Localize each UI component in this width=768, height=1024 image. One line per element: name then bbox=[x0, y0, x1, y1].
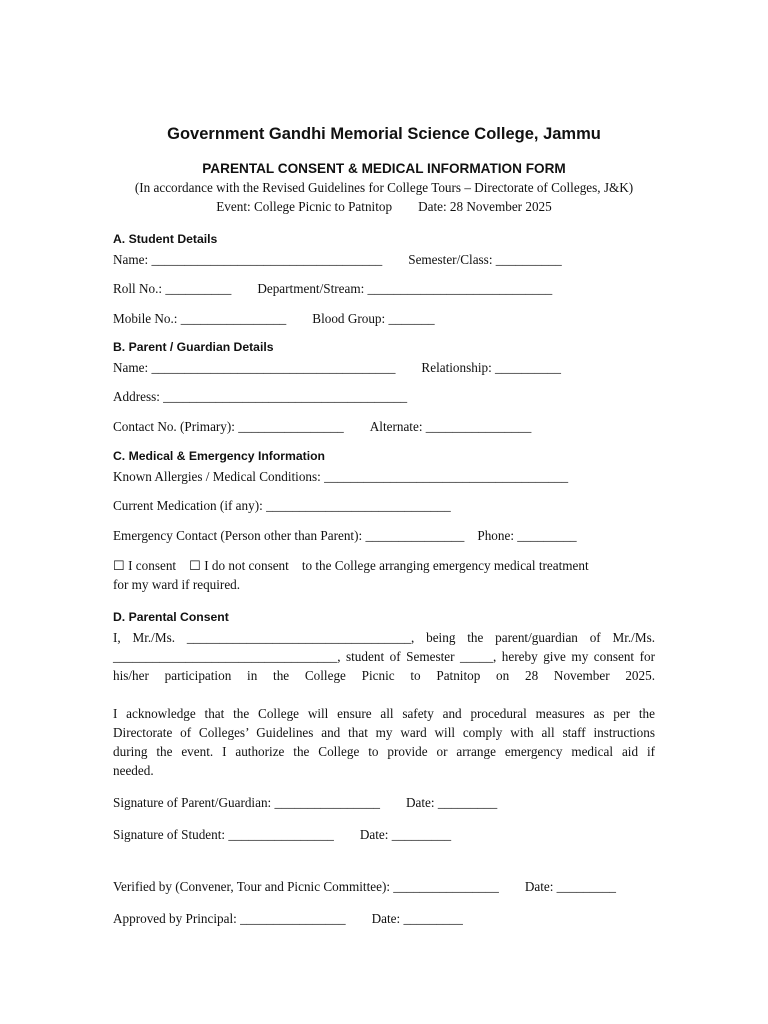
emergency-phone-field: Phone: _________ bbox=[477, 528, 577, 543]
primary-contact-field: Contact No. (Primary): ________________ bbox=[113, 419, 344, 434]
roll-no-field: Roll No.: __________ bbox=[113, 281, 232, 296]
verified-date: Date: _________ bbox=[524, 879, 617, 894]
section-student-heading: A. Student Details bbox=[113, 232, 218, 246]
consent-paragraph-1-line-3: his/her participation in the College Picnic to Patnitop on 28 November 2025. bbox=[113, 668, 655, 683]
event-line bbox=[0, 197, 768, 216]
medical-consent-text-continued: for my ward if required. bbox=[113, 577, 241, 592]
medical-consent-text: to the College arranging emergency medical treatment bbox=[301, 558, 589, 573]
event-date: Date: 28 November 2025 bbox=[418, 199, 552, 214]
parent-signature-field: Signature of Parent/Guardian: ________________ bbox=[113, 795, 381, 810]
student-name-row bbox=[113, 250, 655, 269]
student-signature-date: Date: _________ bbox=[359, 827, 452, 842]
student-roll-row bbox=[113, 279, 655, 298]
blood-group-field: Blood Group: _______ bbox=[312, 311, 435, 326]
allergies-field: Known Allergies / Medical Conditions: _____________________________________ bbox=[113, 469, 569, 484]
parent-contact-row bbox=[113, 417, 655, 436]
alternate-contact-field: Alternate: ________________ bbox=[369, 419, 532, 434]
student-mobile-row bbox=[113, 309, 655, 328]
student-signature-field: Signature of Student: ________________ bbox=[113, 827, 334, 842]
address-field: Address: _____________________________________ bbox=[113, 389, 408, 404]
parent-signature-row bbox=[113, 793, 655, 812]
department-field: Department/Stream: ____________________________ bbox=[257, 281, 553, 296]
consent-paragraph-1-line-2: __________________________________, student of Semester _____, hereby give my consent for bbox=[113, 649, 655, 664]
consent-paragraph-2-line-3: during the event. I authorize the College to provide or arrange emergency medical aid if bbox=[113, 744, 655, 759]
college-name: Government Gandhi Memorial Science College, Jammu bbox=[167, 125, 601, 143]
consent-paragraph-2-line-1: I acknowledge that the College will ensure all safety and procedural measures as per the bbox=[113, 706, 655, 721]
no-consent-checkbox[interactable]: ☐ I do not consent bbox=[189, 558, 289, 573]
medical-consent-row bbox=[113, 556, 655, 575]
mobile-no-field: Mobile No.: ________________ bbox=[113, 311, 287, 326]
medication-field: Current Medication (if any): ____________________________ bbox=[113, 498, 451, 513]
verified-by-field: Verified by (Convener, Tour and Picnic Committee): ________________ bbox=[113, 879, 499, 894]
relationship-field: Relationship: __________ bbox=[421, 360, 561, 375]
approved-date: Date: _________ bbox=[371, 911, 463, 926]
student-name-field: Name: ___________________________________ bbox=[113, 252, 383, 267]
section-consent-heading: D. Parental Consent bbox=[113, 610, 229, 624]
verified-row bbox=[113, 877, 655, 896]
consent-checkbox[interactable]: ☐ I consent bbox=[113, 558, 177, 573]
parent-signature-date: Date: _________ bbox=[406, 795, 498, 810]
consent-paragraph-2-line-4: needed. bbox=[113, 763, 154, 778]
student-signature-row bbox=[113, 825, 655, 844]
parent-name-field: Name: _____________________________________ bbox=[113, 360, 396, 375]
consent-paragraph-2-line-2: Directorate of Colleges’ Guidelines and that my ward will comply with all staff instructions bbox=[113, 725, 655, 740]
approved-row bbox=[113, 909, 655, 928]
section-parent-heading: B. Parent / Guardian Details bbox=[113, 340, 274, 354]
emergency-contact-row bbox=[113, 526, 655, 545]
event-name: Event: College Picnic to Patnitop bbox=[216, 199, 393, 214]
student-semester-field: Semester/Class: __________ bbox=[408, 252, 562, 267]
guideline-note: (In accordance with the Revised Guidelines for College Tours – Directorate of Colleges, J&K) bbox=[134, 180, 634, 195]
form-title: PARENTAL CONSENT & MEDICAL INFORMATION FORM bbox=[202, 161, 566, 176]
section-medical-heading: C. Medical & Emergency Information bbox=[113, 449, 325, 463]
emergency-contact-field: Emergency Contact (Person other than Parent): _______________ bbox=[113, 528, 465, 543]
consent-paragraph-1-line-1: I, Mr./Ms. __________________________________, being the parent/guardian of Mr./Ms. bbox=[113, 630, 655, 645]
approved-by-field: Approved by Principal: ________________ bbox=[113, 911, 346, 926]
parent-name-row bbox=[113, 358, 655, 377]
